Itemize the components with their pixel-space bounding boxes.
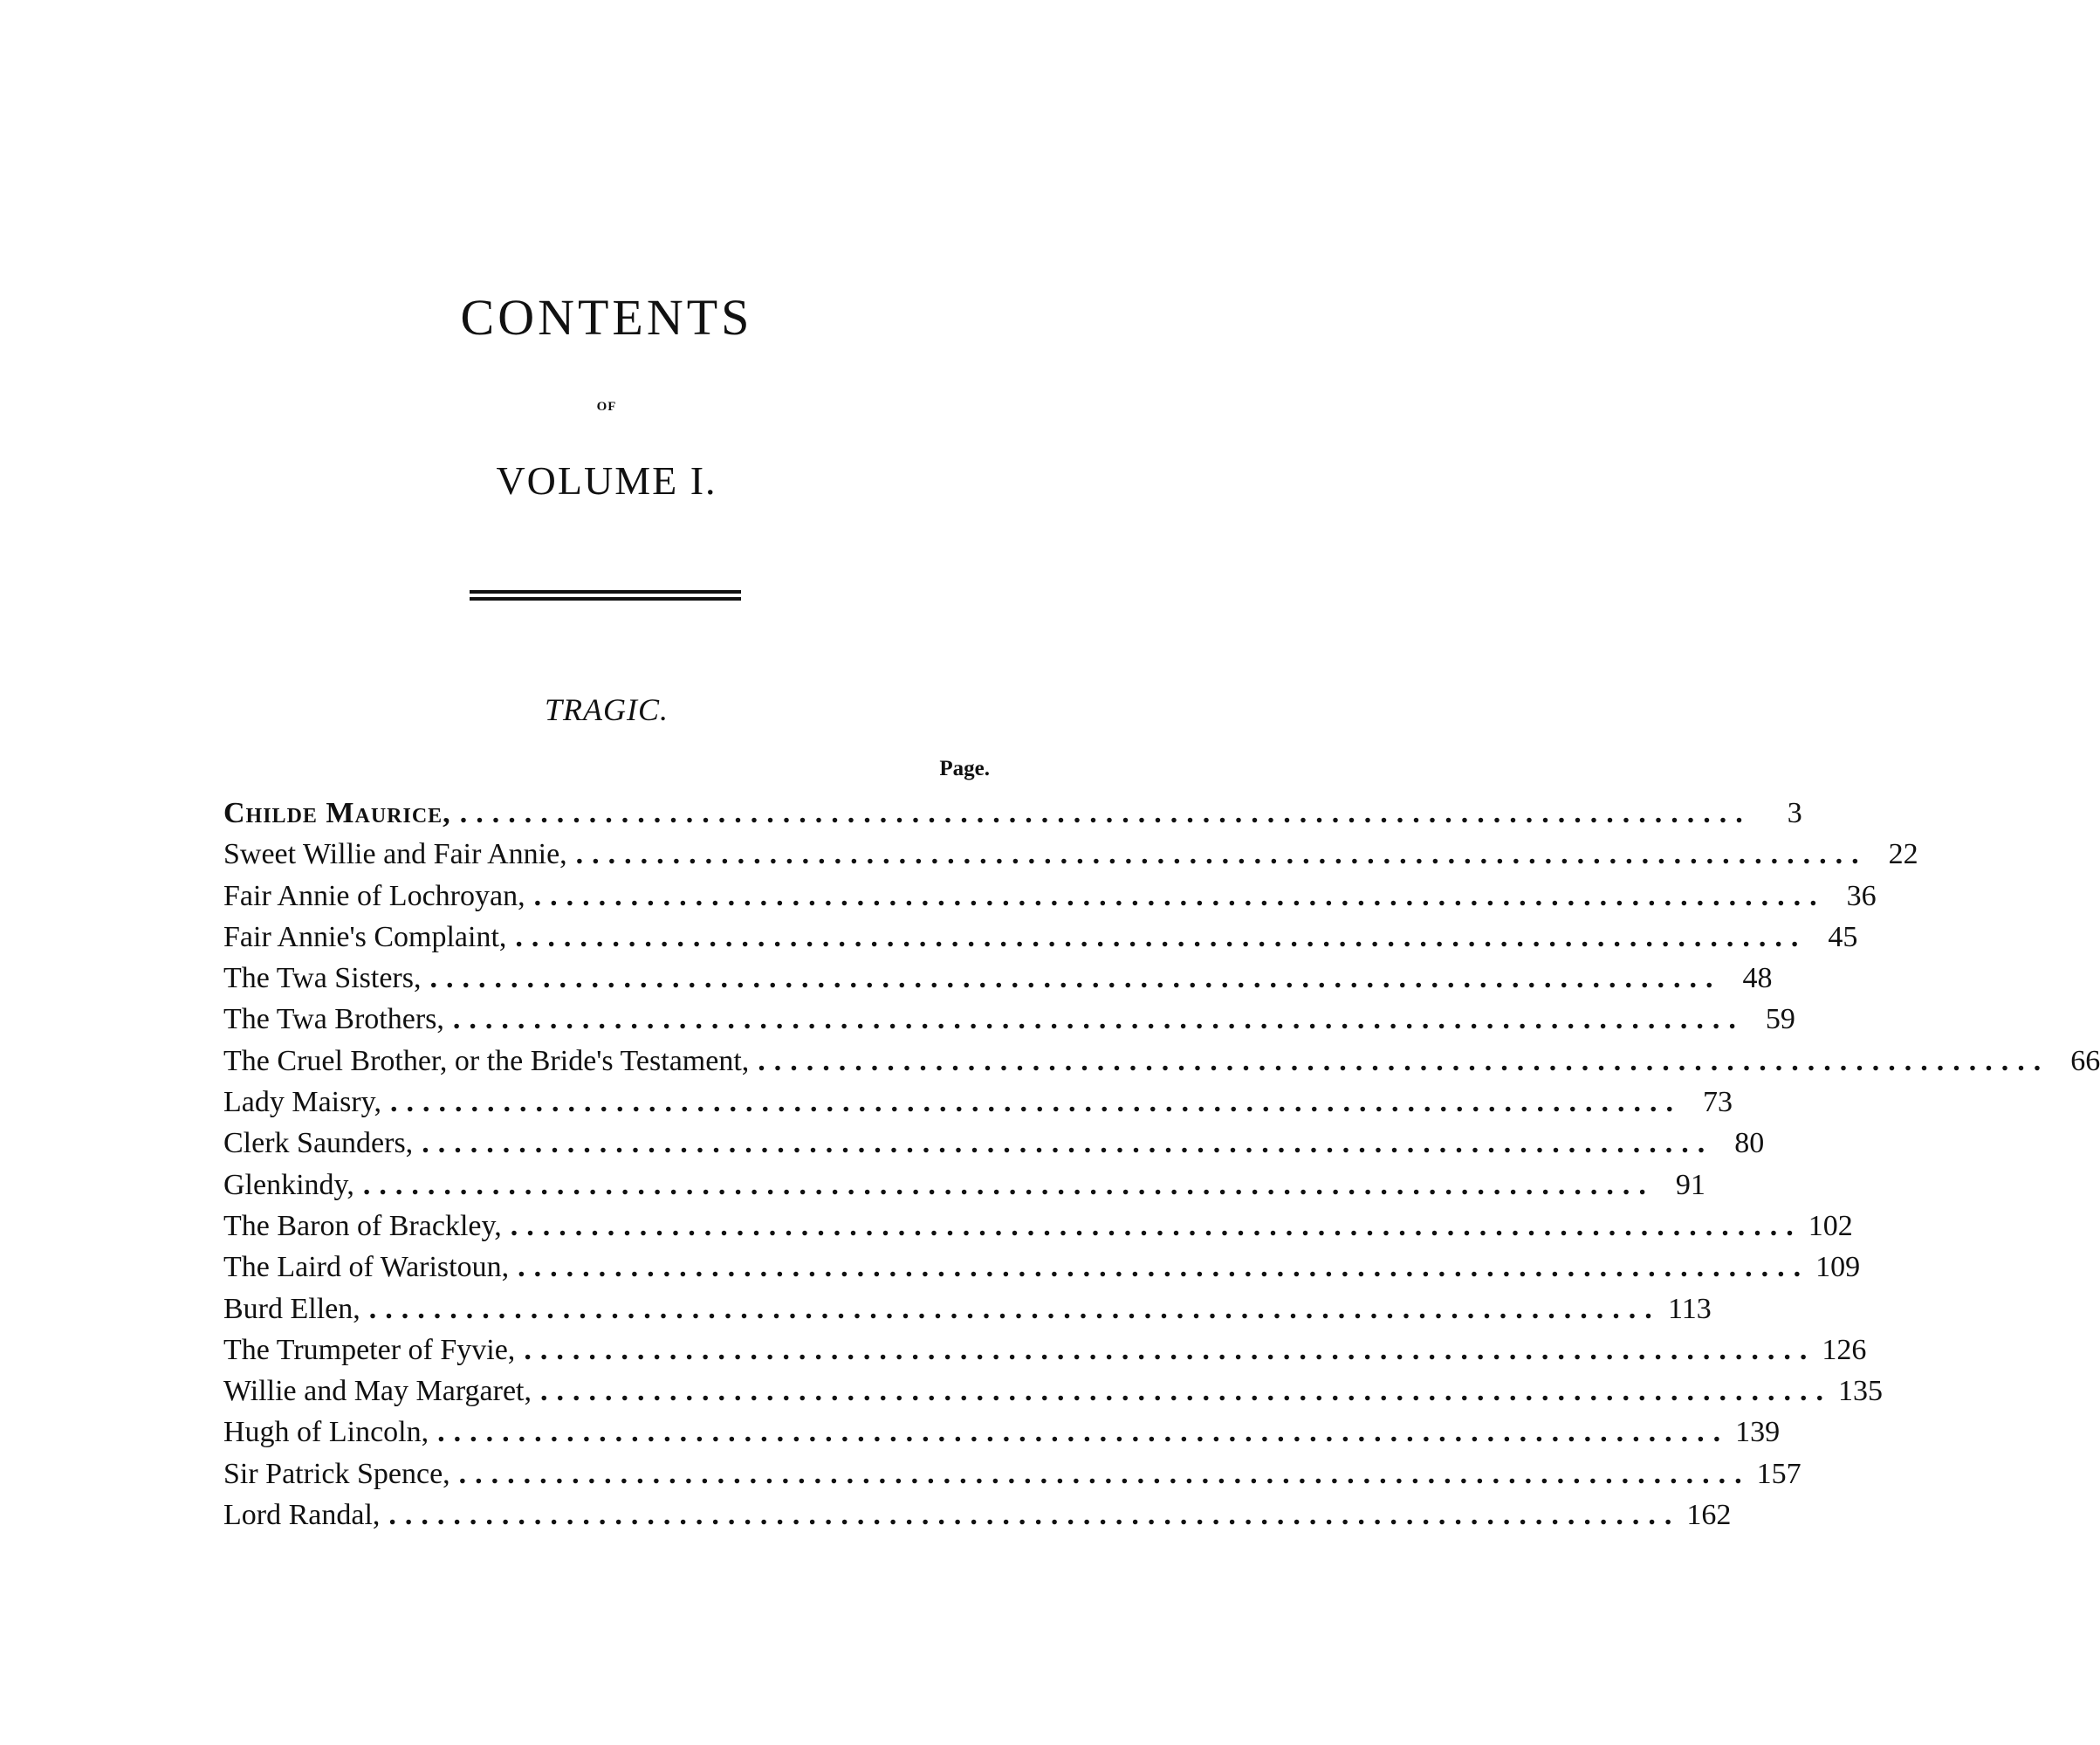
table-of-contents [223,793,2100,1535]
toc-entry-page-number: 59 [1765,1003,1795,1036]
dot-leader: ................................................................................ [429,962,1722,995]
toc-entry-page-number: 102 [1808,1209,1853,1242]
toc-entry-title: The Trumpeter of Fyvie, [223,1333,516,1366]
section-heading: TRAGIC. [545,692,669,727]
contents-title: CONTENTS [460,289,753,346]
volume-title: VOLUME I. [496,458,717,503]
toc-entry-page-number: 22 [1888,838,1918,871]
toc-entry-title: The Twa Brothers, [223,1003,444,1036]
toc-entry-page-number: 139 [1735,1416,1781,1449]
dot-leader: ................................................................................ [524,1333,1816,1366]
dot-leader: ................................................................................ [758,1044,2050,1077]
toc-entry [223,1123,1765,1164]
rule-line-bottom [470,597,741,601]
toc-entry [223,1164,1705,1206]
rule-line-top [470,590,741,594]
toc-entry [223,999,1795,1040]
dot-leader: ................................................................................ [389,1086,1682,1119]
toc-entry-title: The Cruel Brother, or the Bride's Testament, [223,1044,750,1077]
toc-entry [223,1453,1801,1494]
dot-leader: ................................................................................ [362,1168,1655,1201]
dot-leader: ................................................................................ [388,1499,1681,1532]
toc-entry [223,1288,1712,1329]
dot-leader: ................................................................................ [452,1003,1745,1036]
toc-entry-title: Burd Ellen, [223,1292,360,1325]
toc-entry [223,958,1773,999]
toc-entry-title: Lord Randal, [223,1499,381,1532]
toc-entry-page-number: 126 [1822,1333,1867,1366]
toc-entry [223,1082,1733,1123]
dot-leader: ................................................................................ [533,879,1826,912]
toc-entry-title: Fair Annie of Lochroyan, [223,879,525,912]
dot-leader: ................................................................................ [459,797,1752,829]
toc-entry-title: The Twa Sisters, [223,962,422,995]
toc-entry [223,876,1877,917]
toc-entry-title: Willie and May Margaret, [223,1375,532,1408]
dot-leader: ................................................................................ [422,1127,1714,1160]
toc-entry-title: Fair Annie's Complaint, [223,920,507,953]
page-column-header: Page. [939,757,990,780]
toc-entry-title: Sir Patrick Spence, [223,1457,450,1490]
toc-entry [223,1371,1883,1412]
double-rule-divider [470,590,741,601]
toc-entry-title: Hugh of Lincoln, [223,1416,429,1449]
toc-entry [223,917,1858,958]
toc-entry-page-number: 91 [1675,1168,1705,1201]
toc-entry-page-number: 36 [1846,879,1877,912]
dot-leader: ................................................................................ [575,838,1868,871]
dot-leader: ................................................................................ [518,1251,1810,1284]
contents-of-label: OF [596,400,617,414]
toc-entry-page-number: 162 [1686,1499,1732,1532]
toc-entry-title: Lady Maisry, [223,1086,381,1119]
toc-entry-page-number: 45 [1828,920,1858,953]
toc-entry [223,1041,2100,1082]
toc-entry-page-number: 66 [2070,1044,2100,1077]
toc-entry [223,1412,1781,1453]
toc-entry-title: Childe Maurice, [223,797,451,829]
toc-entry-page-number: 113 [1668,1292,1712,1325]
toc-entry [223,1329,1867,1371]
dot-leader: ................................................................................ [368,1292,1661,1325]
toc-entry [223,1494,1732,1535]
dot-leader: ................................................................................ [510,1209,1802,1242]
toc-entry-title: The Baron of Brackley, [223,1209,502,1242]
dot-leader: ................................................................................ [515,920,1808,953]
toc-entry [223,793,1802,834]
toc-entry-page-number: 109 [1815,1251,1861,1284]
toc-entry-page-number: 157 [1756,1457,1801,1490]
toc-entry-title: The Laird of Waristoun, [223,1251,510,1284]
toc-entry-page-number: 80 [1734,1127,1765,1160]
toc-entry-page-number: 135 [1838,1375,1883,1408]
toc-entry [223,834,1918,875]
toc-entry-page-number: 73 [1702,1086,1733,1119]
dot-leader: ................................................................................ [437,1416,1730,1449]
toc-entry-title: Glenkindy, [223,1168,354,1201]
toc-entry-title: Sweet Willie and Fair Annie, [223,838,567,871]
toc-entry-title: Clerk Saunders, [223,1127,414,1160]
toc-entry [223,1247,1861,1288]
toc-entry [223,1206,1853,1247]
toc-entry-page-number: 3 [1787,797,1802,829]
toc-entry-page-number: 48 [1742,962,1773,995]
dot-leader: ................................................................................ [458,1457,1751,1490]
dot-leader: ................................................................................ [540,1375,1832,1408]
